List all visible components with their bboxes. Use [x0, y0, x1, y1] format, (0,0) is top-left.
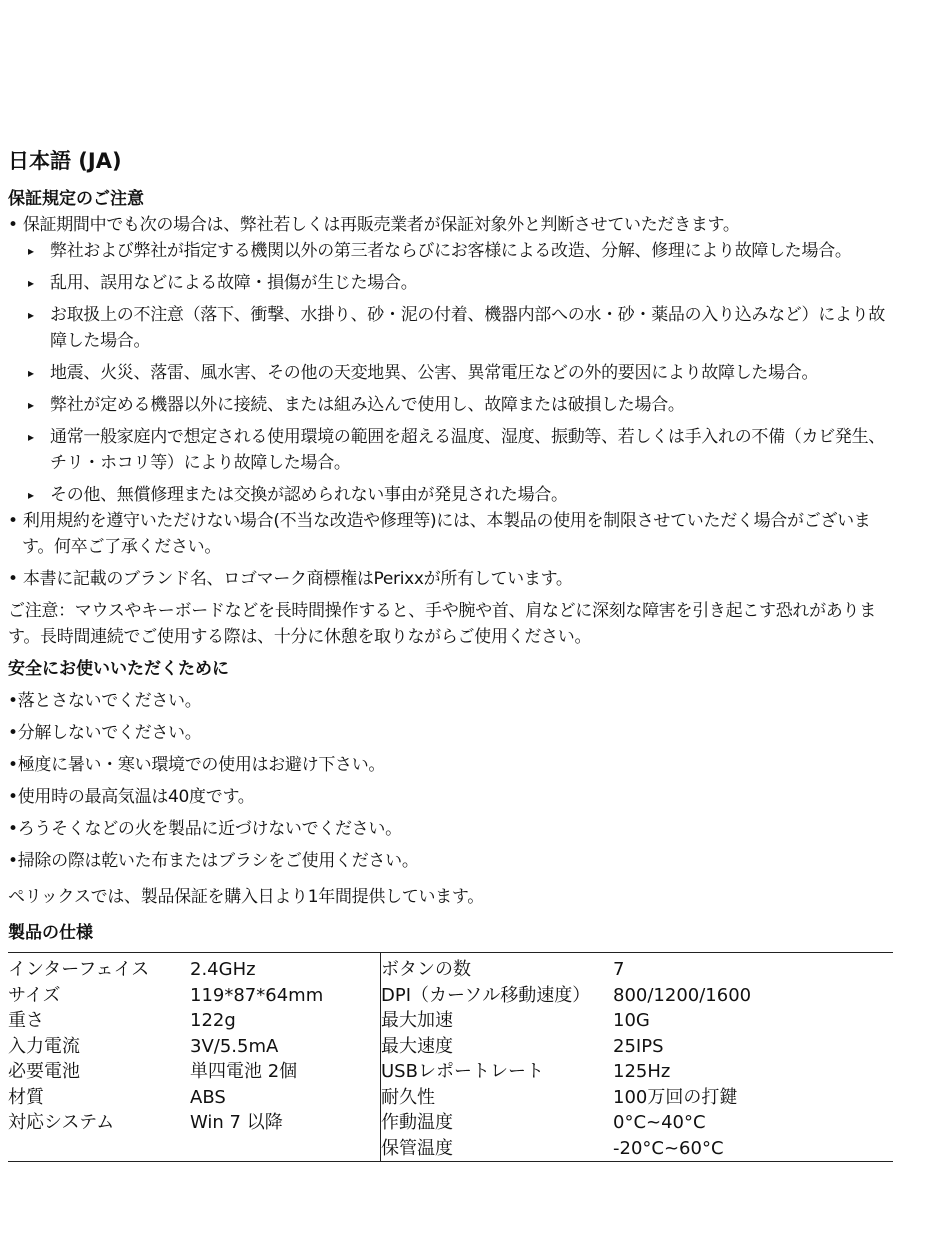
spec-value: 2.4GHz	[190, 959, 256, 980]
safety-item: •ろうそくなどの火を製品に近づけないでください。	[8, 819, 402, 839]
spec-value: 125Hz	[613, 1061, 671, 1082]
spec-label: 保管温度	[381, 1136, 614, 1162]
spec-value: 3V/5.5mA	[190, 1035, 279, 1057]
spec-label: 最大加速	[381, 1008, 614, 1034]
warranty-item: ▸ その他、無償修理または交換が認められない事由が発見された場合。	[8, 482, 893, 508]
spec-label: 材質	[8, 1086, 44, 1108]
spec-value: 122g	[190, 1010, 236, 1031]
spec-label: 作動温度	[381, 1110, 614, 1136]
brand-bullet: • 本書に記載のブランド名、ロゴマーク商標権はPerixxが所有しています。	[8, 569, 573, 589]
spec-value: 119*87*64mm	[190, 984, 324, 1006]
safety-section-title: 安全にお使いいただくために	[8, 659, 229, 679]
spec-label	[8, 1136, 190, 1162]
spec-value: 単四電池 2個	[190, 1061, 298, 1082]
spec-value: 100万回の打鍵	[613, 1086, 738, 1108]
safety-item: •掃除の際は乾いた布またはブラシをご使用ください。	[8, 851, 419, 871]
warranty-item: ▸ 地震、火災、落雷、風水害、その他の天変地異、公害、異常電圧などの外的要因により故障した場合。	[8, 360, 893, 386]
safety-item: •使用時の最高気温は40度です。	[8, 787, 255, 807]
language-title: 日本語 (JA)	[8, 149, 122, 173]
spec-value	[190, 1136, 381, 1162]
table-row	[8, 1110, 893, 1136]
table-row	[8, 957, 893, 983]
spec-value: -20°C~60°C	[613, 1137, 724, 1159]
warranty-item: ▸ 乱用、誤用などによる故障・損傷が生じた場合。	[8, 270, 893, 296]
spec-value: 25IPS	[613, 1035, 664, 1057]
spec-label: インターフェイス	[8, 959, 150, 980]
document-page	[8, 148, 893, 1162]
spec-value: 0°C~40°C	[613, 1112, 706, 1133]
spec-label: 耐久性	[381, 1085, 614, 1111]
spec-label: サイズ	[8, 984, 61, 1006]
table-row	[8, 1034, 893, 1060]
table-row	[8, 1085, 893, 1111]
warranty-item: ▸ 通常一般家庭内で想定される使用環境の範囲を超える温度、湿度、振動等、若しくは手入れの不備（カビ発生、チリ・ホコリ等）により故障した場合。	[8, 424, 893, 476]
spec-value: 800/1200/1600	[613, 984, 752, 1006]
specs-section-title: 製品の仕様	[8, 923, 93, 943]
safety-item: •極度に暑い・寒い環境での使用はお避け下さい。	[8, 755, 386, 775]
warranty-section-title: 保証規定のご注意	[8, 189, 144, 209]
warranty-period-note: ペリックスでは、製品保証を購入日より1年間提供しています。	[8, 887, 484, 907]
spec-label: 必要電池	[8, 1061, 80, 1082]
spec-label: USBレポートレート	[381, 1059, 614, 1085]
usage-terms-bullet: • 利用規約を遵守いただけない場合(不当な改造や修理等)には、本製品の使用を制限させていただく場合がございます。何卒ご了承ください。	[8, 511, 871, 557]
safety-item: •落とさないでください。	[8, 691, 202, 711]
spec-value: ABS	[190, 1086, 226, 1108]
table-row	[8, 983, 893, 1009]
safety-item: •分解しないでください。	[8, 723, 202, 743]
spec-label: 重さ	[8, 1010, 44, 1031]
table-row	[8, 1059, 893, 1085]
spec-label: 最大速度	[381, 1034, 614, 1060]
spec-value: Win 7 以降	[190, 1112, 283, 1133]
spec-label: 対応システム	[8, 1112, 115, 1133]
warranty-item: ▸ 弊社および弊社が指定する機関以外の第三者ならびにお客様による改造、分解、修理により故障した場合。	[8, 238, 893, 264]
warranty-intro: • 保証期間中でも次の場合は、弊社若しくは再販売業者が保証対象外と判断させていただきます。	[8, 215, 740, 235]
warranty-item: ▸ 弊社が定める機器以外に接続、または組み込んで使用し、故障または破損した場合。	[8, 392, 893, 418]
caution-text: ご注意：マウスやキーボードなどを長時間操作すると、手や腕や首、肩などに深刻な障害を引き起こす恐れがあります。長時間連続でご使用する際は、十分に休憩を取りながらご使用ください。	[8, 601, 876, 647]
spec-value: 7	[613, 959, 625, 980]
spec-label: ボタンの数	[381, 957, 614, 983]
spec-label: 入力電流	[8, 1035, 80, 1057]
table-row	[8, 1136, 893, 1162]
table-row	[8, 1008, 893, 1034]
spec-value: 10G	[613, 1010, 650, 1031]
spec-label: DPI（カーソル移動速度）	[381, 983, 614, 1009]
warranty-item: ▸ お取扱上の不注意（落下、衝撃、水掛り、砂・泥の付着、機器内部への水・砂・薬品の入り込みなど）により故障した場合。	[8, 302, 893, 354]
specs-table	[8, 952, 893, 1162]
